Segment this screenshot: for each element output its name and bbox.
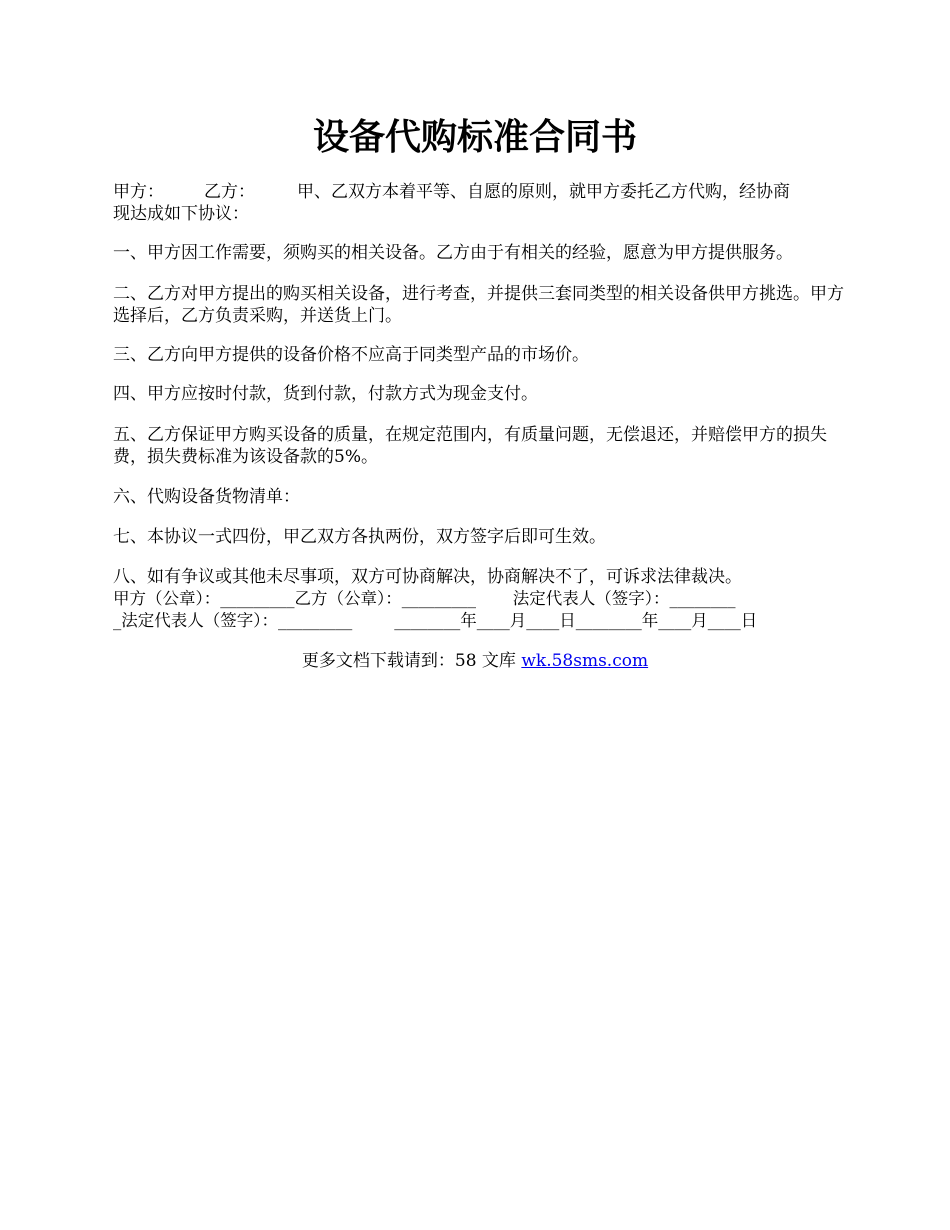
footer-link[interactable]: wk.58sms.com [521, 651, 649, 671]
intro-text-cont: 现达成如下协议： [113, 204, 249, 224]
clause-7: 七、本协议一式四份，甲乙双方各执两份，双方签字后即可生效。 [113, 527, 606, 547]
clause-3: 三、乙方向甲方提供的设备价格不应高于同类型产品的市场价。 [113, 345, 589, 365]
clause-8: 八、如有争议或其他未尽事项，双方可协商解决，协商解决不了，可诉求法律裁决。 [113, 567, 742, 587]
intro-text: 甲、乙双方本着平等、自愿的原则，就甲方委托乙方代购，经协商 [297, 182, 790, 202]
document-title: 设备代购标准合同书 [312, 116, 637, 158]
clause-2: 二、乙方对甲方提出的购买相关设备，进行考查，并提供三套同类型的相关设备供甲方挑选。甲方选择后，乙方负责采购，并送货上门。 [113, 284, 844, 326]
signature-line-1: 甲方（公章）：_________乙方（公章）：_________ 法定代表人（签字）：________ [113, 589, 736, 608]
footer [0, 650, 950, 672]
party-b-label: 乙方： [204, 182, 255, 202]
clause-4: 四、甲方应按时付款，货到付款，付款方式为现金支付。 [113, 384, 538, 404]
footer-text: 更多文档下载请到：58 文库 [301, 651, 522, 671]
clause-5: 五、乙方保证甲方购买设备的质量，在规定范围内，有质量问题，无偿退还，并赔偿甲方的损失费，损失费标准为该设备款的5%。 [113, 425, 827, 467]
clause-1: 一、甲方因工作需要，须购买的相关设备。乙方由于有相关的经验，愿意为甲方提供服务。 [113, 243, 793, 263]
party-a-label: 甲方： [113, 182, 164, 202]
signature-line-2: _法定代表人（签字）：_________ ________年____月____日________年____月____日 [113, 611, 758, 630]
clause-6: 六、代购设备货物清单： [113, 487, 300, 507]
intro-paragraph [113, 181, 848, 225]
